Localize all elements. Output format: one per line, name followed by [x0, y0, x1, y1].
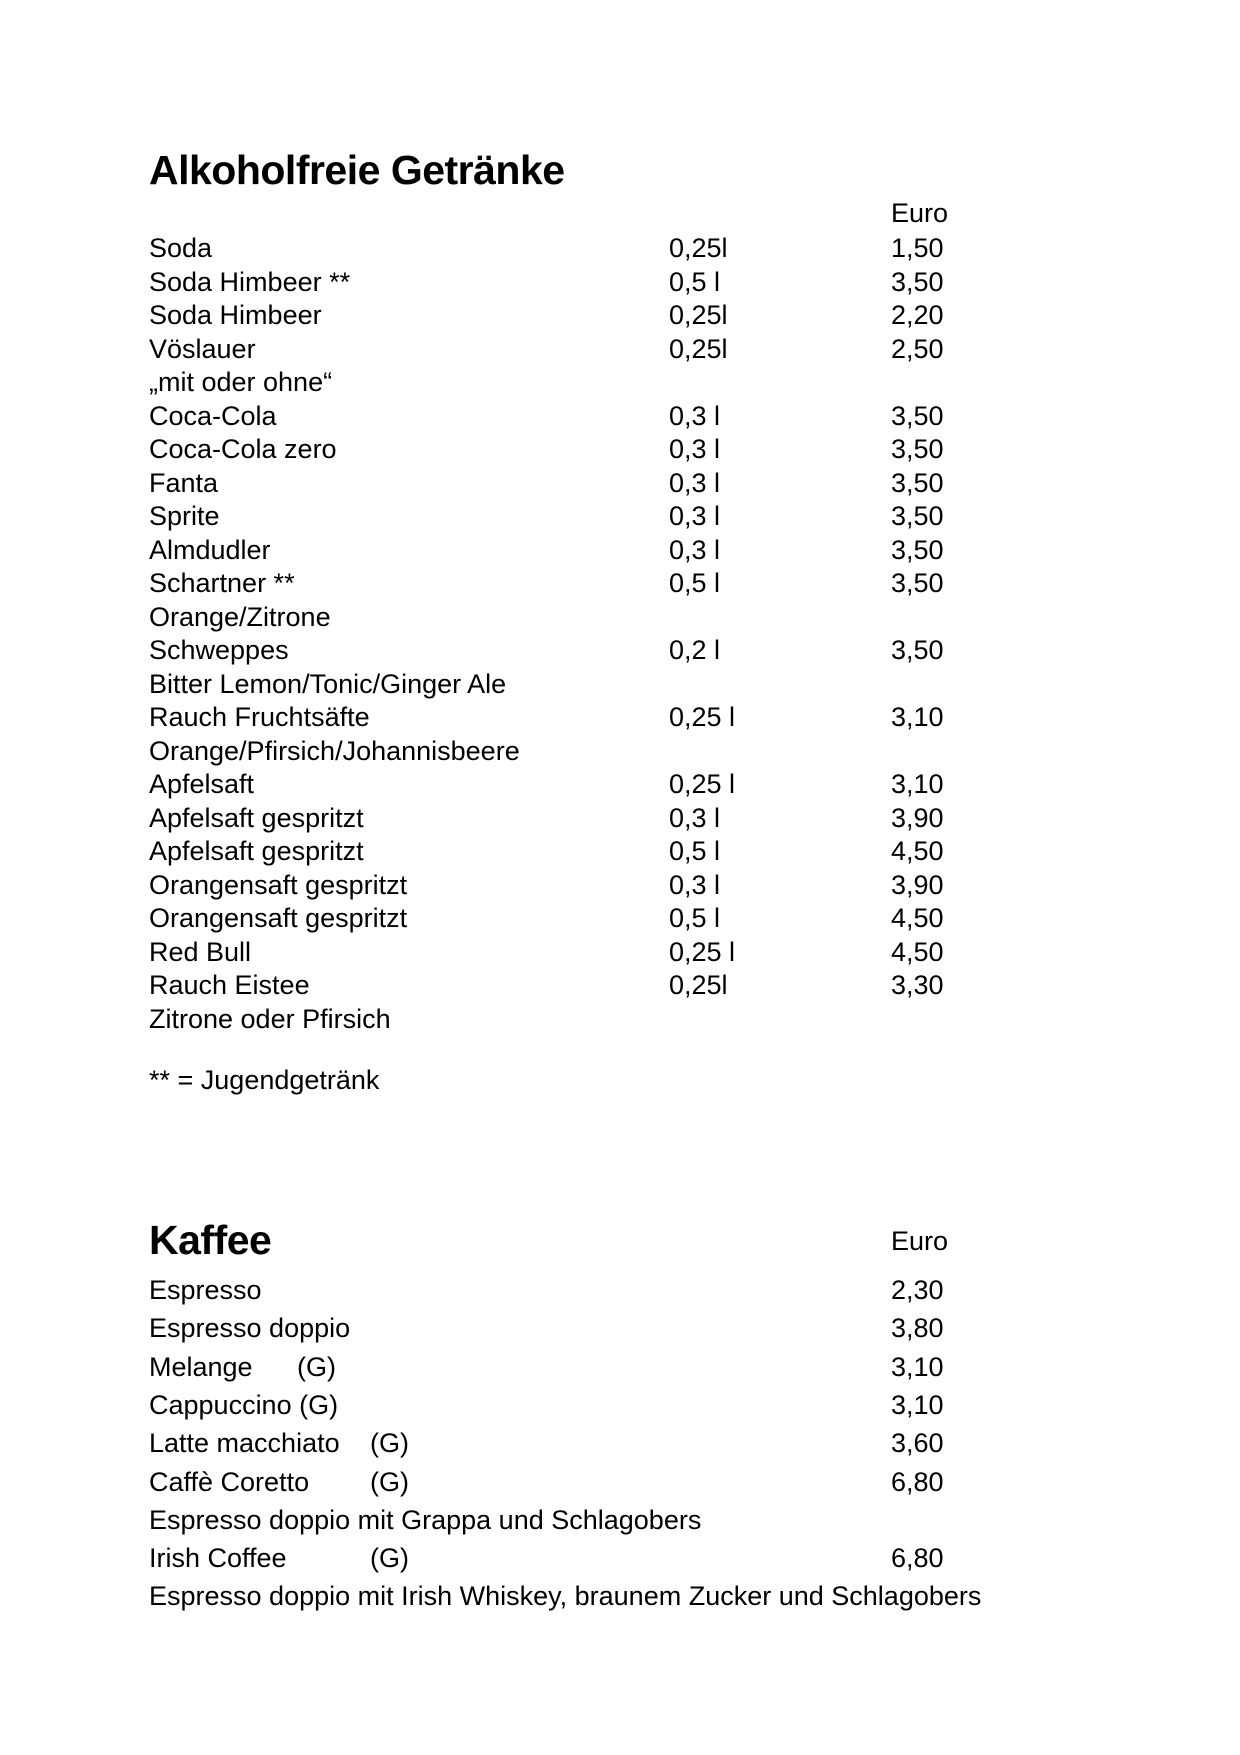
item-price: 3,10: [891, 1351, 944, 1382]
item-name: Bitter Lemon/Tonic/Ginger Ale: [149, 668, 507, 699]
item-name: Coca-Cola zero: [149, 434, 337, 464]
item-name: Apfelsaft gespritzt: [149, 802, 364, 833]
item-name: Espresso doppio: [149, 1313, 351, 1344]
item-price: 3,50: [891, 434, 944, 464]
item-volume: 0,25l: [669, 233, 728, 263]
item-price: 3,50: [891, 501, 944, 531]
item-price: 4,50: [891, 836, 944, 866]
item-price: 2,20: [891, 300, 944, 330]
item-volume: 0,3 l: [669, 467, 721, 498]
item-name: Vöslauer: [149, 333, 256, 364]
item-price: 3,90: [891, 802, 944, 833]
item-name: Soda: [149, 233, 213, 263]
item-price: 3,50: [891, 400, 944, 431]
item-price: 3,50: [891, 568, 944, 598]
item-name: Red Bull: [149, 936, 252, 967]
item-name: „mit oder ohne“: [149, 367, 333, 397]
item-price: 2,30: [891, 1275, 944, 1305]
item-price: 3,50: [891, 534, 944, 565]
item-name: Espresso doppio mit Irish Whiskey, braunem Zucker und Schlagobers: [149, 1581, 982, 1612]
item-volume: 0,3 l: [669, 869, 721, 900]
item-price: 3,50: [891, 467, 944, 498]
item-name: Schweppes: [149, 635, 289, 665]
item-price: 3,50: [891, 266, 944, 297]
item-volume: 0,3 l: [669, 534, 721, 565]
footnote: ** = Jugendgetränk: [149, 1065, 380, 1095]
section-title-alkoholfreie-getraenke: Alkoholfreie Getränke: [149, 147, 565, 193]
item-volume: 0,25l: [669, 333, 728, 364]
item-name: Caffè Coretto: [149, 1466, 310, 1497]
item-name: Rauch Fruchtsäfte: [149, 702, 370, 732]
item-volume: 0,3 l: [669, 802, 721, 833]
item-price: 4,50: [891, 936, 944, 967]
item-volume: 0,5 l: [669, 903, 721, 933]
item-price: 3,50: [891, 635, 944, 665]
item-volume: 0,5 l: [669, 568, 721, 598]
item-volume: 0,25 l: [669, 702, 736, 732]
item-price: 3,10: [891, 702, 944, 732]
item-name: Latte macchiato: [149, 1428, 340, 1459]
item-volume: 0,25l: [669, 970, 728, 1000]
item-name: Soda Himbeer **: [149, 266, 351, 297]
item-name: Orangensaft gespritzt: [149, 903, 408, 933]
item-name: Zitrone oder Pfirsich: [149, 1003, 391, 1034]
item-name: Espresso doppio mit Grappa und Schlagobers: [149, 1504, 702, 1535]
item-tag: (G): [297, 1351, 336, 1382]
item-tag: (G): [370, 1466, 409, 1497]
item-name: Rauch Eistee: [149, 970, 310, 1000]
item-price: 1,50: [891, 233, 944, 263]
item-tag: (G): [370, 1428, 409, 1459]
item-volume: 0,25 l: [669, 936, 736, 967]
item-price: 3,60: [891, 1428, 944, 1459]
item-name: Apfelsaft gespritzt: [149, 836, 364, 866]
section-title-kaffee: Kaffee: [149, 1217, 272, 1263]
item-name: Espresso: [149, 1275, 262, 1305]
item-name: Schartner **: [149, 568, 295, 598]
item-volume: 0,3 l: [669, 501, 721, 531]
item-volume: 0,5 l: [669, 836, 721, 866]
item-name: Almdudler: [149, 534, 271, 565]
item-name: Apfelsaft: [149, 769, 255, 799]
item-volume: 0,25l: [669, 300, 728, 330]
item-volume: 0,3 l: [669, 434, 721, 464]
item-name: Soda Himbeer: [149, 300, 322, 330]
item-price: 3,10: [891, 769, 944, 799]
item-volume: 0,3 l: [669, 400, 721, 431]
item-price: 6,80: [891, 1543, 944, 1574]
item-name: Sprite: [149, 501, 220, 531]
item-name: Irish Coffee: [149, 1543, 287, 1574]
item-price: 3,10: [891, 1389, 944, 1420]
item-volume: 0,5 l: [669, 266, 721, 297]
item-price: 4,50: [891, 903, 944, 933]
item-volume: 0,25 l: [669, 769, 736, 799]
item-name: Fanta: [149, 467, 219, 498]
currency-header: Euro: [891, 1226, 949, 1256]
item-tag: (G): [370, 1543, 409, 1574]
item-price: 3,90: [891, 869, 944, 900]
currency-header: Euro: [891, 198, 949, 228]
item-price: 3,30: [891, 970, 944, 1000]
item-name: Orangensaft gespritzt: [149, 869, 408, 900]
item-price: 3,80: [891, 1313, 944, 1344]
item-name: Orange/Zitrone: [149, 601, 331, 632]
item-price: 6,80: [891, 1466, 944, 1497]
item-volume: 0,2 l: [669, 635, 721, 665]
item-name: Orange/Pfirsich/Johannisbeere: [149, 735, 520, 766]
item-price: 2,50: [891, 333, 944, 364]
item-name: Melange: [149, 1351, 253, 1382]
item-name: Coca-Cola: [149, 400, 277, 431]
item-name: Cappuccino (G): [149, 1389, 339, 1420]
